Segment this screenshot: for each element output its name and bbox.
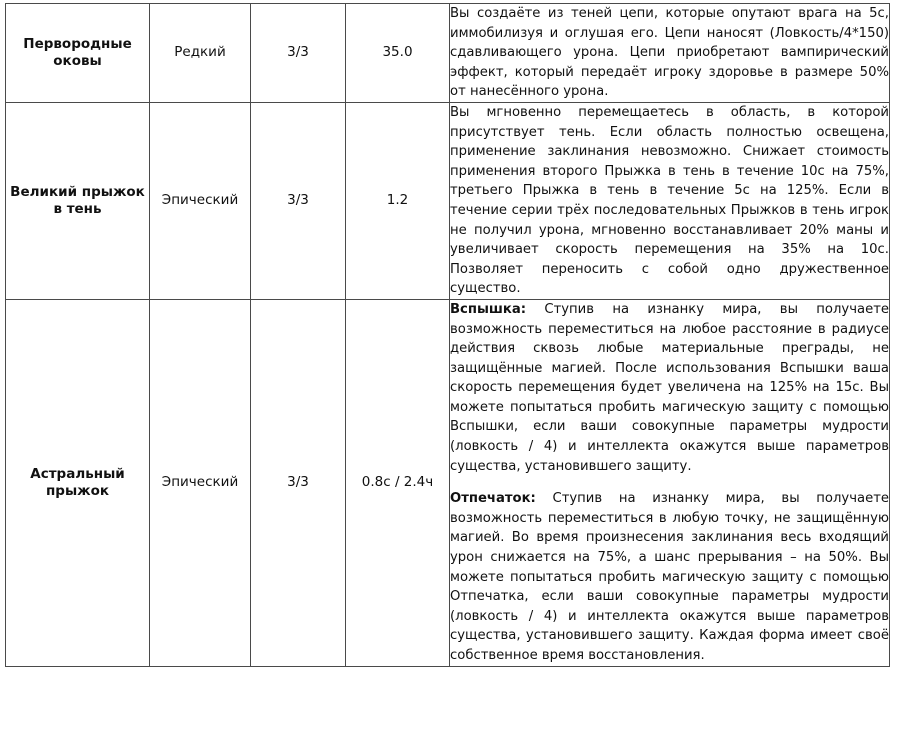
description-paragraph (450, 300, 889, 476)
description-text: Ступив на изнанку мира, вы получаете возможность переместиться в любую точку, не защищённую магией. Во время произнесения заклинания весь входящий урон снижается на 75%, а шанс прерывания – на 50%. Вы можете попытаться пробить магическую защиту с помощью Отпечатка, если ваши совокупные параметры мудрости (ловкость / 4) и интеллекта окажутся выше параметров существа, установившего защиту. Каждая форма имеет своё собственное время восстановления. (450, 491, 889, 663)
ability-description-cell (450, 102, 890, 299)
description-label: Отпечаток: (450, 491, 536, 507)
ability-cooldown-cell: 1.2 (346, 102, 450, 299)
table-row (6, 299, 890, 666)
table-row (6, 102, 890, 299)
ability-name-cell: Первородные оковы (6, 4, 150, 103)
ability-rank-cell: 3/3 (251, 299, 346, 666)
description-text: Вы мгновенно перемещаетесь в область, в которой присутствует тень. Если область полностью освещена, применение заклинания невозможно. Снижает стоимость применения второго Прыжка в тень в течение 10с на 75%, третьего Прыжка в тень в течение 5с на 125%. Если в течение серии трёх последовательных Прыжков в тень игрок не получил урона, мгновенно восстанавливает 20% маны и увеличивает скорость перемещения на 35% на 10с. Позволяет переносить с собой одно дружественное существо. (450, 104, 889, 297)
ability-name-cell: Великий прыжок в тень (6, 102, 150, 299)
ability-rarity-cell: Эпический (150, 102, 251, 299)
description-text: Ступив на изнанку мира, вы получаете возможность переместиться на любое расстояние в радиусе действия сквозь любые материальные преграды, не защищённые магией. После использования Вспышки ваша скорость перемещения будет увеличена на 125% на 15с. Вы можете попытаться пробить магическую защиту с помощью Вспышки, если ваши совокупные параметры мудрости (ловкость / 4) и интеллекта окажутся выше параметров существа, установившего защиту. (450, 301, 889, 474)
ability-description-cell (450, 4, 890, 103)
ability-name-cell: Астральный прыжок (6, 299, 150, 666)
table-row (6, 4, 890, 103)
ability-rank-cell: 3/3 (251, 4, 346, 103)
ability-rank-cell: 3/3 (251, 102, 346, 299)
description-paragraph (450, 489, 889, 665)
ability-rarity-cell: Редкий (150, 4, 251, 103)
description-paragraph (450, 103, 889, 299)
ability-cooldown-cell: 35.0 (346, 4, 450, 103)
ability-rarity-cell: Эпический (150, 299, 251, 666)
ability-table-container (5, 3, 889, 736)
ability-table (5, 3, 890, 667)
description-label: Вспышка: (450, 301, 527, 317)
ability-description-cell (450, 299, 890, 666)
description-paragraph (450, 4, 889, 102)
description-text: Вы создаёте из теней цепи, которые опутают врага на 5с, иммобилизуя и оглушая его. Цепи наносят (Ловкость/4*150) сдавливающего урона. Цепи приобретают вампирический эффект, который передаёт игроку здоровье в размере 50% от нанесённого урона. (450, 6, 889, 100)
ability-table-body (6, 4, 890, 667)
ability-cooldown-cell: 0.8с / 2.4ч (346, 299, 450, 666)
